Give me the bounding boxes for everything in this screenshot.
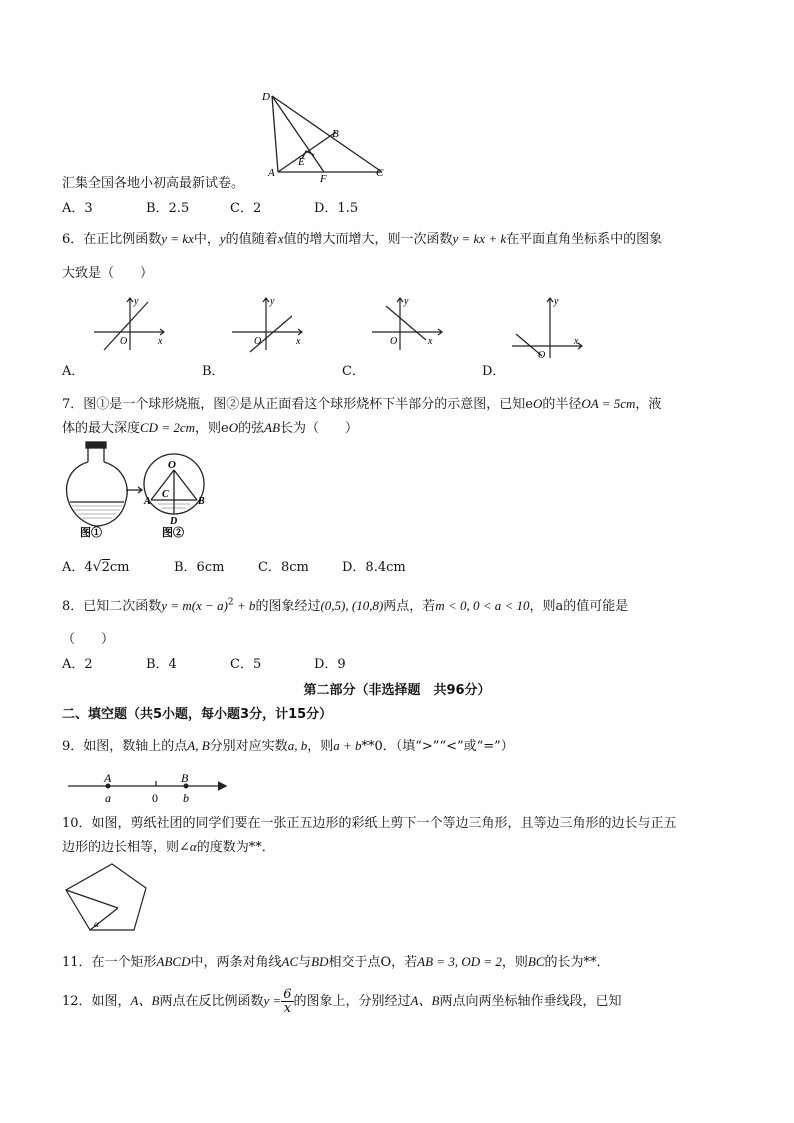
q8-exp: 2: [227, 597, 234, 608]
q8-option-c: C．5: [230, 657, 262, 672]
q7-option-a-radicand: 2: [101, 560, 110, 575]
q5-label-c: C: [376, 167, 384, 179]
q5-option-b: B．2.5: [146, 201, 190, 216]
q6-graph-a: [90, 294, 170, 354]
q12-text: 两点在反比例函数: [159, 994, 264, 1009]
q7-fig1-caption: 图①: [80, 527, 102, 539]
q5-option-d: D．1.5: [314, 201, 359, 216]
q5-option-c: C．2: [230, 201, 262, 216]
q8-cond: m < 0, 0 < a < 10: [435, 598, 530, 613]
q5-options: [62, 197, 358, 216]
q6-graph-b: [228, 294, 308, 354]
q5-label-f: F: [320, 173, 327, 183]
q8-stem-line2: （ ）: [62, 632, 115, 647]
q7-circle-symbol: e: [221, 421, 229, 436]
q7-label-o: O: [168, 459, 176, 471]
q9-expr: a + b: [333, 738, 362, 753]
q7-text: 长为（ ）: [280, 421, 359, 436]
q11-var: BD: [311, 954, 329, 969]
q5-triangle-figure: [258, 88, 393, 183]
q6-origin-label: O: [538, 350, 546, 360]
q7-option-a: [62, 556, 174, 575]
part2-heading: 第二部分（非选择题 共96分）: [303, 683, 491, 698]
q6-stem-line2: 大致是（ ）: [62, 266, 154, 281]
q7-options: [62, 556, 406, 575]
q7-text: 的弦: [238, 421, 265, 436]
q7-option-d: D．8.4cm: [342, 560, 406, 575]
q11-var: ABCD: [156, 954, 191, 969]
q7-option-a-text: A．4: [62, 560, 93, 575]
q8-option-d: D．9: [314, 657, 346, 672]
q7-option-a-unit: cm: [109, 560, 130, 575]
q7-stem-line1: [62, 393, 661, 412]
q8-text: ，则a的值可能是: [529, 599, 629, 614]
q8-eq: y = m(x − a): [161, 598, 228, 613]
q5-label-e: E: [298, 156, 305, 168]
q6-axis-y-label: y: [134, 296, 139, 307]
q11-text: 中，两条对角线: [190, 955, 282, 970]
q7-sqrt-icon: √: [92, 559, 102, 575]
q7-var: O: [532, 396, 543, 411]
q8-stem-line1: [62, 595, 628, 614]
section-fill-in-heading: 二、填空题（共5小题，每小题3分，计15分）: [62, 707, 333, 722]
q7-label-a: A: [144, 496, 151, 507]
q7-option-c: C．8cm: [258, 560, 309, 575]
q6-var: x: [277, 231, 284, 246]
q11-text: 与: [298, 955, 312, 970]
q6-stem-line1: [62, 228, 662, 247]
q8-option-a: A．2: [62, 657, 93, 672]
q8-options: [62, 653, 346, 672]
q9-stem: [62, 735, 514, 754]
q9-label-b-value: b: [183, 791, 189, 805]
q7-option-b: B．6cm: [174, 560, 225, 575]
q9-var: a, b: [287, 738, 308, 753]
q9-text: **0．（填“>”“<”或“=”）: [361, 739, 514, 754]
q7-var: O: [228, 420, 239, 435]
q8-text: 8．已知二次函数: [62, 599, 162, 614]
q6-text: 6．在正比例函数: [62, 232, 162, 247]
q6-option-d: D．: [482, 364, 506, 379]
q6-axis-x-label: x: [158, 336, 163, 347]
q7-text: 的半径: [542, 397, 582, 412]
q6-axis-y-label: y: [270, 296, 275, 307]
q12-denominator: x: [283, 1001, 292, 1016]
q12-fraction: [281, 988, 293, 1015]
q9-number-line: [66, 770, 230, 806]
q6-options: [62, 360, 505, 379]
q9-label-a-value: a: [105, 791, 111, 805]
q5-label-d: D: [262, 91, 270, 103]
q11-var: BC: [527, 954, 545, 969]
q9-text: ，则: [307, 739, 334, 754]
q7-text: 体的最大深度: [62, 421, 141, 436]
q7-eq-cd: CD = 2cm: [140, 420, 196, 435]
q10-text: 的度数为**．: [196, 840, 275, 855]
q11-text: 的长为**．: [544, 955, 610, 970]
q7-text: ，则: [195, 421, 222, 436]
q7-circle-symbol: e: [525, 397, 533, 412]
q6-axis-y-label: y: [404, 296, 409, 307]
q8-option-b: B．4: [146, 657, 177, 672]
q7-stem-line2: [62, 417, 358, 436]
q6-text: 值的增大而增大，则一次函数: [283, 232, 453, 247]
q9-label-b: B: [181, 771, 189, 785]
q9-text: 分别对应实数: [209, 739, 288, 754]
q6-axis-x-label: x: [428, 336, 433, 347]
q10-text: 边形的边长相等，则: [62, 840, 180, 855]
q8-points: (0,5), (10,8): [320, 598, 384, 613]
q11-text: 相交于点O，若: [328, 955, 418, 970]
q12-var: A、B: [130, 993, 160, 1008]
q11-stem: [62, 951, 610, 970]
q12-numerator: 6: [283, 987, 292, 1002]
q9-var: A, B: [187, 738, 210, 753]
q12-stem: [62, 988, 621, 1015]
q8-eq-tail: + b: [233, 598, 256, 613]
q7-flask-figure: [62, 440, 207, 540]
q7-text: ，液: [635, 397, 662, 412]
q9-text: 9．如图，数轴上的点: [62, 739, 188, 754]
q9-label-a: A: [104, 771, 112, 785]
q6-origin-label: O: [254, 336, 262, 347]
q6-origin-label: O: [120, 336, 128, 347]
q6-eq1: y = kx: [161, 231, 194, 246]
q6-axis-x-label: x: [574, 336, 579, 347]
q7-var: AB: [264, 420, 281, 435]
q6-option-a: A．: [62, 364, 85, 379]
q7-text: 7．图①是一个球形烧瓶，图②是从正面看这个球形烧杯下半部分的示意图，已知: [62, 397, 526, 412]
q5-caption: 汇集全国各地小初高最新试卷。: [62, 176, 245, 191]
q10-label-alpha: α: [94, 919, 99, 929]
q6-text: 的值随着: [225, 232, 278, 247]
q12-var: A、B: [410, 993, 440, 1008]
q8-text: 的图象经过: [255, 599, 321, 614]
q12-text: 两点向两坐标轴作垂线段，已知: [439, 994, 622, 1009]
q6-text: 在平面直角坐标系中的图象: [506, 232, 663, 247]
q7-label-b: B: [198, 496, 205, 507]
q12-text: 12．如图，: [62, 994, 131, 1009]
q7-label-c: C: [162, 489, 169, 500]
q6-origin-label: O: [390, 336, 398, 347]
q6-eq2: y = kx + k: [452, 231, 507, 246]
q12-text: 的图象上，分别经过: [293, 994, 411, 1009]
q10-pentagon-figure: [60, 860, 150, 936]
q12-eq: y =: [263, 993, 282, 1008]
q9-label-zero: 0: [152, 791, 158, 805]
q7-eq-oa: OA = 5cm: [581, 396, 636, 411]
q10-stem-line2: [62, 836, 275, 855]
q10-stem-line1: 10．如图，剪纸社团的同学们要在一张正五边形的彩纸上剪下一个等边三角形，且等边三角形的边长与正五: [62, 816, 677, 831]
q7-label-d: D: [170, 516, 178, 527]
q6-option-b: B．: [202, 364, 225, 379]
q6-graph-c: [368, 294, 448, 354]
q6-var: y: [219, 231, 226, 246]
q6-graph-d: [508, 294, 588, 360]
q5-label-b: B: [332, 128, 339, 140]
q11-text: 11．在一个矩形: [62, 955, 157, 970]
q11-text: ，则: [501, 955, 528, 970]
q11-var: AC: [281, 954, 299, 969]
q5-label-a: A: [268, 167, 275, 179]
q7-fig2-caption: 图②: [162, 527, 184, 539]
q6-axis-y-label: y: [554, 296, 559, 307]
q8-text: 两点，若: [383, 599, 436, 614]
q6-option-c: C．: [342, 364, 365, 379]
q6-axis-x-label: x: [296, 336, 301, 347]
q6-text: 中，: [193, 232, 220, 247]
q11-cond: AB = 3, OD = 2: [417, 954, 502, 969]
q10-angle: ∠α: [179, 839, 197, 854]
q5-option-a: A．3: [62, 201, 93, 216]
